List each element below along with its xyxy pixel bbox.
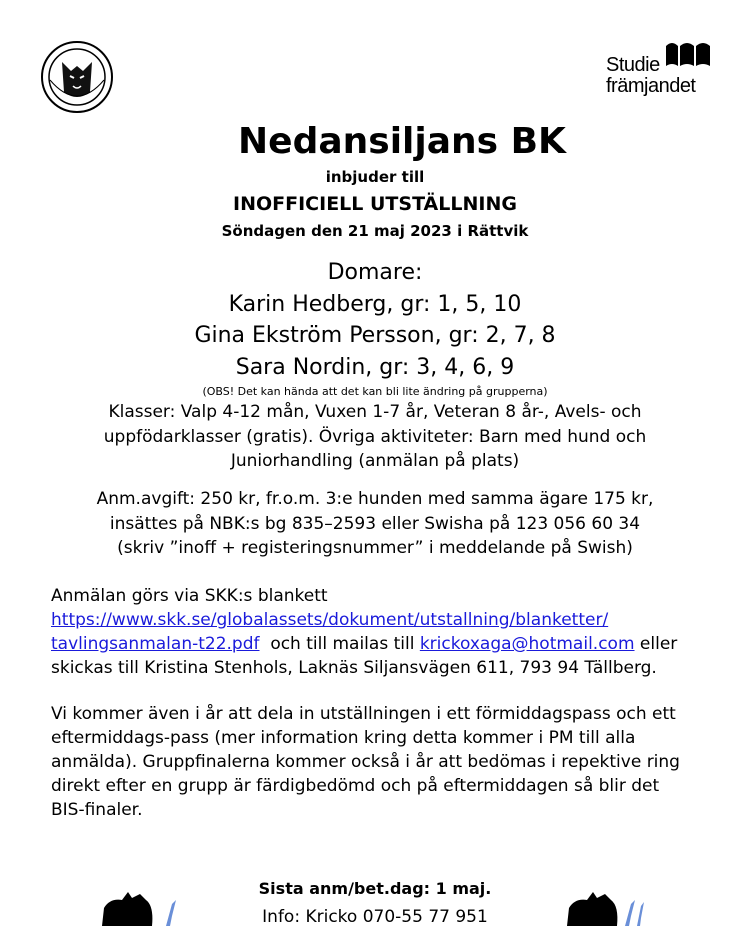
classes-line: Klasser: Valp 4-12 mån, Vuxen 1-7 år, Veteran 8 år-, Avels- och bbox=[108, 402, 642, 422]
schedule-paragraph bbox=[51, 702, 711, 822]
club-logo bbox=[40, 40, 114, 114]
form-link[interactable]: https://www.skk.se/globalassets/dokument/utstallning/blanketter/ bbox=[51, 610, 609, 630]
email-link[interactable]: krickoxaga@hotmail.com bbox=[419, 634, 635, 654]
studiefrämjandet-logo bbox=[606, 40, 714, 102]
logo-text-framjandet: främjandet bbox=[606, 75, 696, 97]
classes-line: uppfödarklasser (gratis). Övriga aktiviteter: Barn med hund och bbox=[103, 426, 647, 447]
mail-text: och till mailas till bbox=[270, 634, 415, 654]
judges-heading: Domare: bbox=[327, 260, 423, 285]
books-icon bbox=[664, 40, 712, 68]
fee-line: insättes på NBK:s bg 835–2593 eller Swisha på 123 056 60 34 bbox=[109, 513, 641, 534]
judges-note: (OBS! Det kan hända att det kan bli lite ändring på grupperna) bbox=[202, 385, 548, 398]
event-date: Söndagen den 21 maj 2023 i Rättvik bbox=[221, 222, 529, 240]
registration-intro: Anmälan görs via SKK:s blankett bbox=[51, 586, 328, 606]
classes-line: Juniorhandling (anmälan på plats) bbox=[230, 451, 520, 471]
or-text: eller bbox=[639, 634, 678, 654]
schedule-line: anmälda). Gruppfinalerna kommer också i år att bedömas i repektive ring bbox=[51, 752, 680, 772]
fee-paragraph bbox=[0, 487, 750, 561]
schedule-line: eftermiddags-pass (mer information kring detta kommer i PM till alla bbox=[51, 728, 636, 748]
postal-address: skickas till Kristina Stenhols, Laknäs Siljansvägen 611, 793 94 Tällberg. bbox=[51, 658, 657, 678]
schedule-line: direkt efter en grupp är färdigbedömd och på eftermiddagen så blir det bbox=[51, 776, 660, 796]
logo-text-studie: Studie bbox=[606, 54, 660, 76]
schedule-line: BIS-finaler. bbox=[51, 800, 143, 820]
form-link-continued[interactable]: tavlingsanmalan-t22.pdf bbox=[51, 634, 260, 654]
deadline-text: Sista anm/bet.dag: 1 maj. bbox=[258, 879, 492, 898]
dog-emblem-icon bbox=[40, 40, 114, 114]
judge-item: Karin Hedberg, gr: 1, 5, 10 bbox=[228, 292, 522, 317]
classes-paragraph bbox=[0, 400, 750, 474]
fee-line: (skriv ”inoff + registeringsnummer” i meddelande på Swish) bbox=[117, 538, 633, 558]
club-name: Nedansiljans BK bbox=[238, 121, 566, 162]
fee-line: Anm.avgift: 250 kr, fr.o.m. 3:e hunden med samma ägare 175 kr, bbox=[96, 489, 654, 509]
judge-item: Gina Ekström Persson, gr: 2, 7, 8 bbox=[194, 323, 556, 348]
contact-info: Info: Kricko 070-55 77 951 bbox=[262, 907, 488, 927]
event-title: INOFFICIELL UTSTÄLLNING bbox=[233, 193, 517, 215]
invites-text: inbjuder till bbox=[325, 168, 425, 186]
registration-paragraph bbox=[51, 584, 711, 680]
schedule-line: Vi kommer även i år att dela in utställningen i ett förmiddagspass och ett bbox=[51, 704, 676, 724]
judge-item: Sara Nordin, gr: 3, 4, 6, 9 bbox=[235, 355, 515, 380]
